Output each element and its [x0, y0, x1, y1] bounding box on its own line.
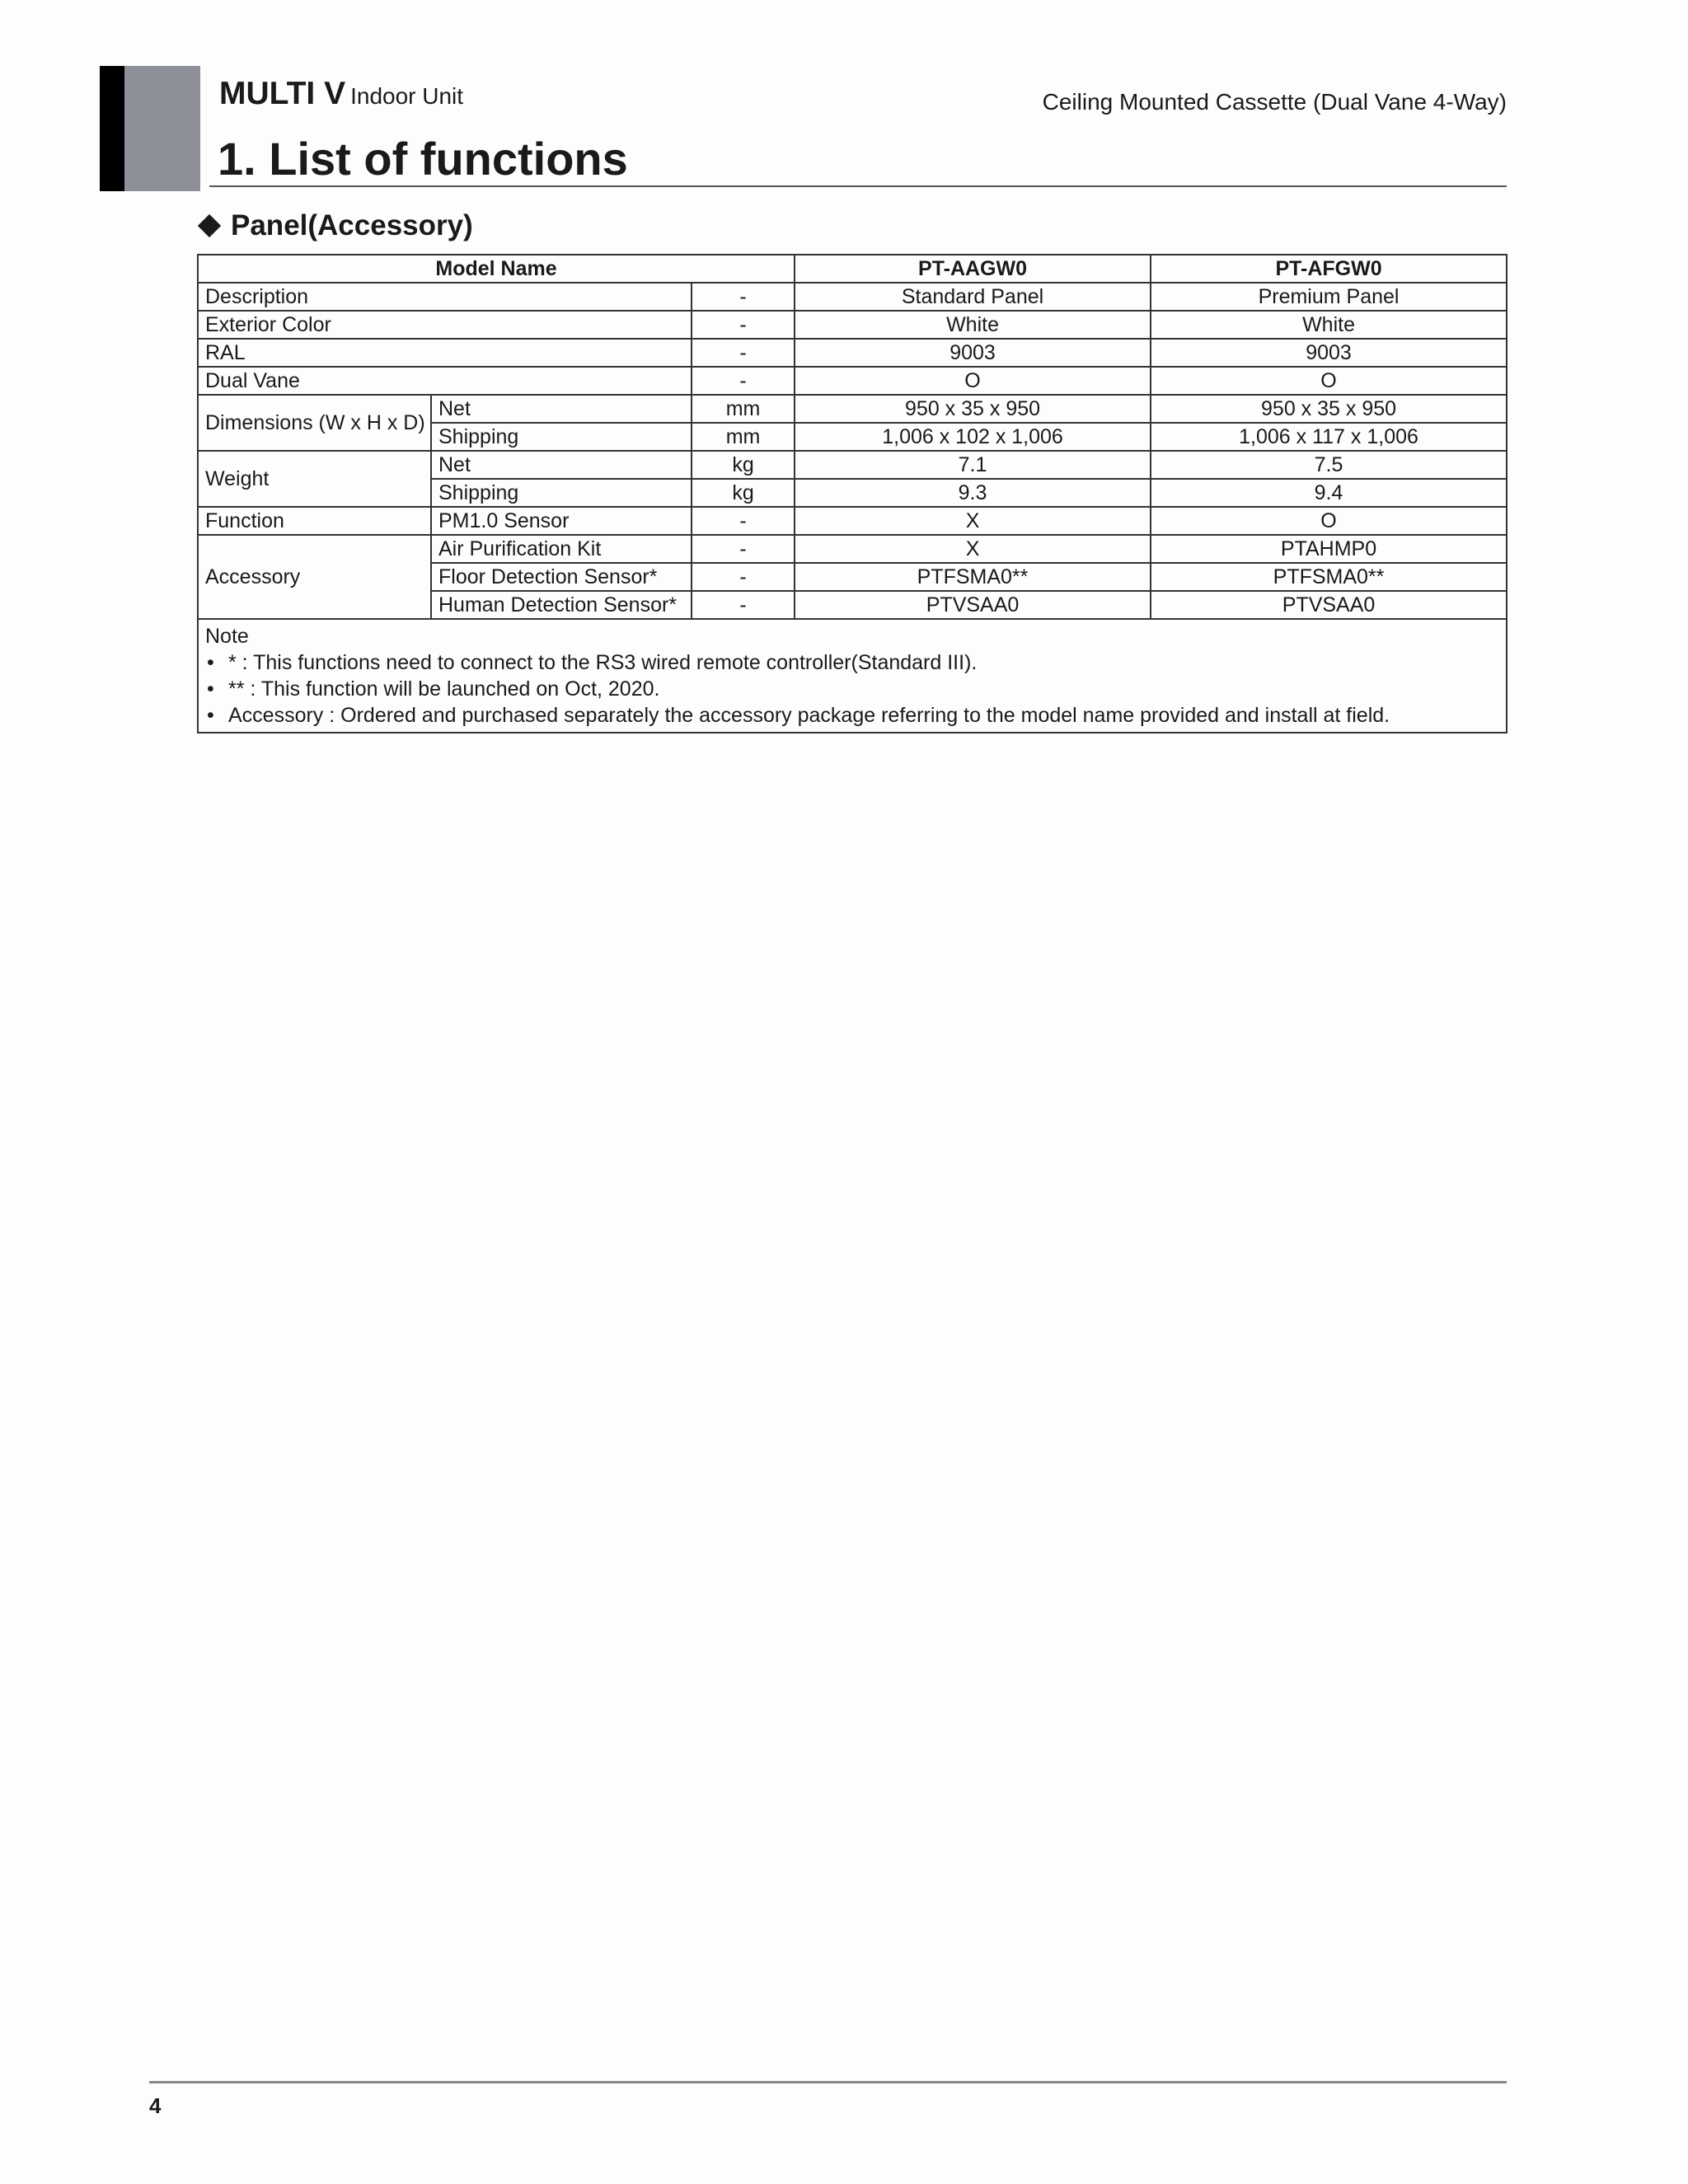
- table-row-function-pm10: [198, 507, 1507, 535]
- note-cell: [198, 619, 1507, 733]
- cell-value: White: [1151, 311, 1507, 339]
- group-label-weight: Weight: [198, 451, 431, 507]
- cell-value: PTVSAA0: [795, 591, 1151, 619]
- cell-value: Premium Panel: [1151, 283, 1507, 311]
- row-label: Air Purification Kit: [431, 535, 692, 563]
- table-row-exterior-color: [198, 311, 1507, 339]
- table-header-row: [198, 255, 1507, 283]
- spec-table: [197, 254, 1507, 733]
- product-name: Ceiling Mounted Cassette (Dual Vane 4-Way): [1042, 89, 1507, 115]
- table-row-accessory-air-kit: [198, 535, 1507, 563]
- table-row-note: [198, 619, 1507, 733]
- row-unit: kg: [692, 451, 795, 479]
- row-unit: -: [692, 563, 795, 591]
- row-label: Description: [198, 283, 692, 311]
- note-item: • ** : This function will be launched on Oct, 2020.: [205, 676, 1499, 702]
- row-label: Net: [431, 451, 692, 479]
- cell-value: PTVSAA0: [1151, 591, 1507, 619]
- side-tab-black: [100, 66, 124, 191]
- group-label-function: Function: [198, 507, 431, 535]
- cell-value: PTFSMA0**: [795, 563, 1151, 591]
- brand-subtitle: Indoor Unit: [350, 83, 464, 109]
- row-unit: -: [692, 535, 795, 563]
- model-header-2: PT-AFGW0: [1151, 255, 1507, 283]
- cell-value: 950 x 35 x 950: [1151, 395, 1507, 423]
- cell-value: PTAHMP0: [1151, 535, 1507, 563]
- cell-value: PTFSMA0**: [1151, 563, 1507, 591]
- title-divider: [209, 185, 1507, 187]
- row-label: Shipping: [431, 423, 692, 451]
- row-label: Floor Detection Sensor*: [431, 563, 692, 591]
- group-label-dimensions: Dimensions (W x H x D): [198, 395, 431, 451]
- cell-value: O: [1151, 367, 1507, 395]
- note-list: [205, 649, 1499, 729]
- diamond-bullet-icon: [198, 214, 221, 237]
- row-label: PM1.0 Sensor: [431, 507, 692, 535]
- cell-value: 9.4: [1151, 479, 1507, 507]
- row-unit: -: [692, 507, 795, 535]
- note-item: • Accessory : Ordered and purchased separately the accessory package referring to the model name provided and install at field.: [205, 702, 1499, 729]
- table-row-dimensions-net: [198, 395, 1507, 423]
- brand-name: MULTI V: [219, 76, 346, 111]
- row-label: Exterior Color: [198, 311, 692, 339]
- row-label: Net: [431, 395, 692, 423]
- row-unit: -: [692, 367, 795, 395]
- cell-value: O: [1151, 507, 1507, 535]
- note-item: • * : This functions need to connect to the RS3 wired remote controller(Standard III).: [205, 649, 1499, 676]
- cell-value: 7.5: [1151, 451, 1507, 479]
- side-tab-gray: [124, 66, 200, 191]
- row-label: Dual Vane: [198, 367, 692, 395]
- row-unit: -: [692, 283, 795, 311]
- cell-value: X: [795, 507, 1151, 535]
- cell-value: 1,006 x 117 x 1,006: [1151, 423, 1507, 451]
- row-unit: mm: [692, 395, 795, 423]
- cell-value: O: [795, 367, 1151, 395]
- model-name-header: Model Name: [198, 255, 795, 283]
- footer-divider: [149, 2081, 1507, 2083]
- row-label: Shipping: [431, 479, 692, 507]
- table-row-ral: [198, 339, 1507, 367]
- row-unit: -: [692, 591, 795, 619]
- row-label: RAL: [198, 339, 692, 367]
- cell-value: 9003: [1151, 339, 1507, 367]
- row-unit: kg: [692, 479, 795, 507]
- note-title: Note: [205, 625, 249, 648]
- cell-value: 7.1: [795, 451, 1151, 479]
- table-row-weight-net: [198, 451, 1507, 479]
- section-title: Panel(Accessory): [231, 209, 473, 241]
- row-unit: -: [692, 339, 795, 367]
- cell-value: White: [795, 311, 1151, 339]
- table-row-dual-vane: [198, 367, 1507, 395]
- cell-value: 950 x 35 x 950: [795, 395, 1151, 423]
- page-number: 4: [149, 2093, 162, 2118]
- row-label: Human Detection Sensor*: [431, 591, 692, 619]
- page-title: 1. List of functions: [218, 133, 628, 185]
- cell-value: X: [795, 535, 1151, 563]
- cell-value: 1,006 x 102 x 1,006: [795, 423, 1151, 451]
- cell-value: Standard Panel: [795, 283, 1151, 311]
- group-label-accessory: Accessory: [198, 535, 431, 619]
- row-unit: -: [692, 311, 795, 339]
- table-row-description: [198, 283, 1507, 311]
- brand-title: [219, 76, 463, 112]
- cell-value: 9003: [795, 339, 1151, 367]
- cell-value: 9.3: [795, 479, 1151, 507]
- model-header-1: PT-AAGW0: [795, 255, 1151, 283]
- row-unit: mm: [692, 423, 795, 451]
- section-heading: [198, 209, 473, 242]
